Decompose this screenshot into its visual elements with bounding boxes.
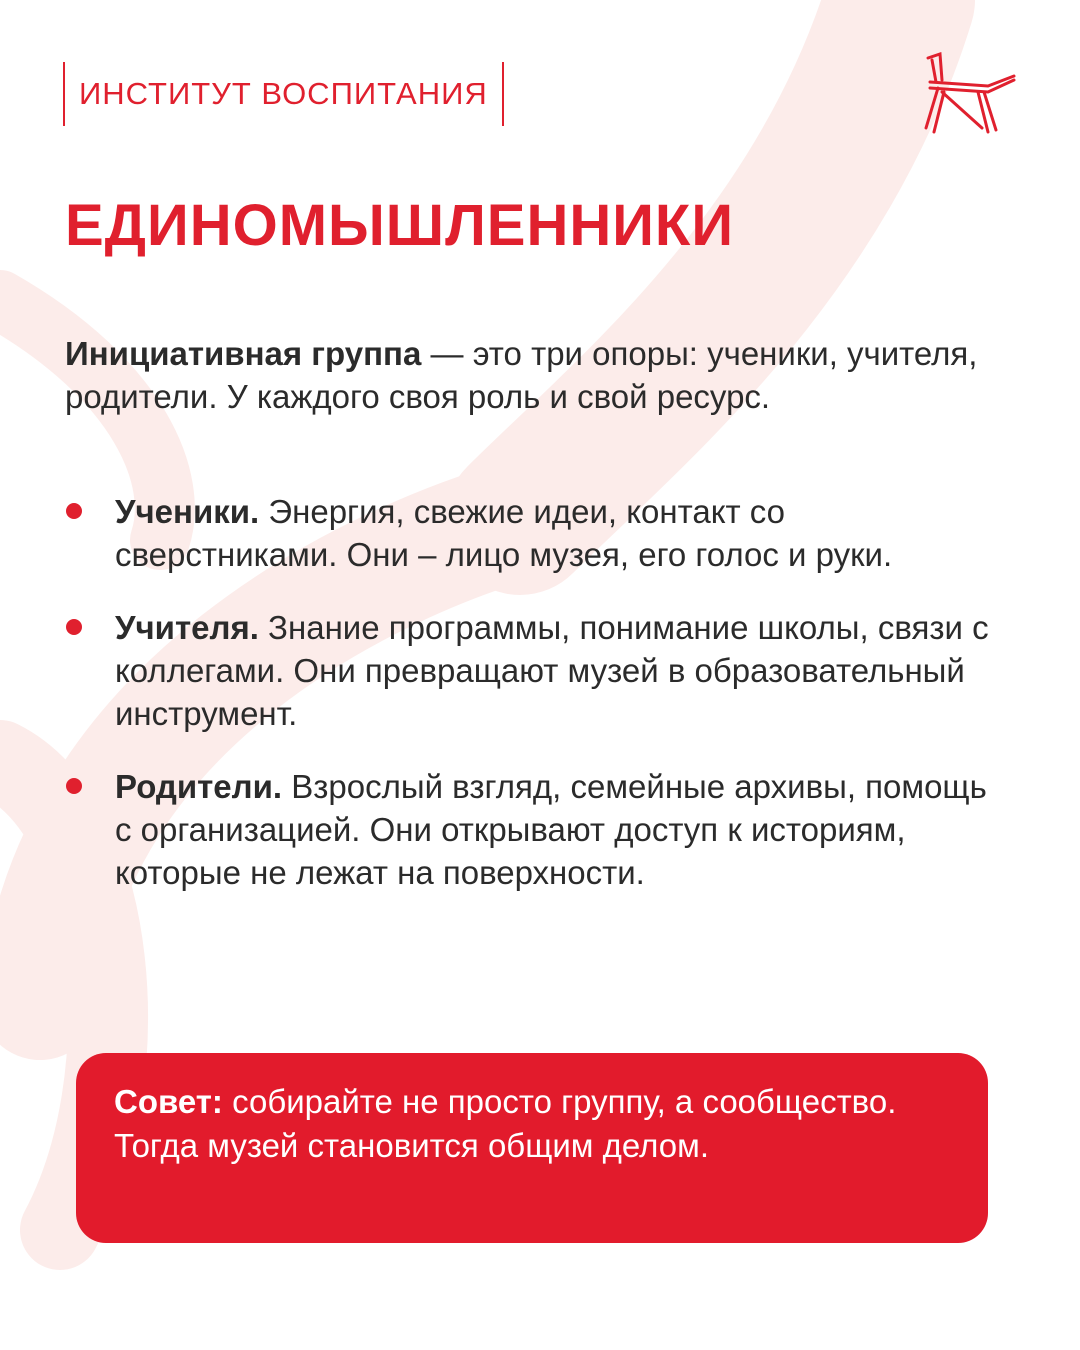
list-item-students [65,490,995,576]
tip-bold: Совет: [114,1083,223,1120]
dot-icon [66,619,82,635]
list-item-teachers [65,606,995,735]
brand-badge [63,62,504,126]
tip-text: собирайте не просто группу, а сообщество. Тогда музей становится общим делом. [114,1083,897,1164]
intro-bold: Инициативная группа [65,335,422,372]
brand-name: ИНСТИТУТ ВОСПИТАНИЯ [79,76,488,111]
list-item-parents [65,765,995,894]
item-text: Энергия, свежие идеи, контакт со сверстниками. Они – лицо музея, его голос и руки. [115,493,893,573]
item-bold: Родители. [115,768,283,805]
item-text: Взрослый взгляд, семейные архивы, помощь с организацией. Они открывают доступ к историям, которые не лежат на поверхности. [115,768,987,891]
dot-icon [66,503,82,519]
roles-list [65,490,995,894]
dot-icon [66,778,82,794]
item-bold: Учителя. [115,609,259,646]
tip-box [76,1053,988,1243]
item-bold: Ученики. [115,493,260,530]
horse-icon [918,52,1018,136]
intro-paragraph [65,332,985,418]
page-title: ЕДИНОМЫШЛЕННИКИ [65,193,735,258]
intro-text: — это три опоры: ученики, учителя, родители. У каждого своя роль и свой ресурс. [65,335,978,415]
item-text: Знание программы, понимание школы, связи с коллегами. Они превращают музей в образовательный инструмент. [115,609,989,732]
